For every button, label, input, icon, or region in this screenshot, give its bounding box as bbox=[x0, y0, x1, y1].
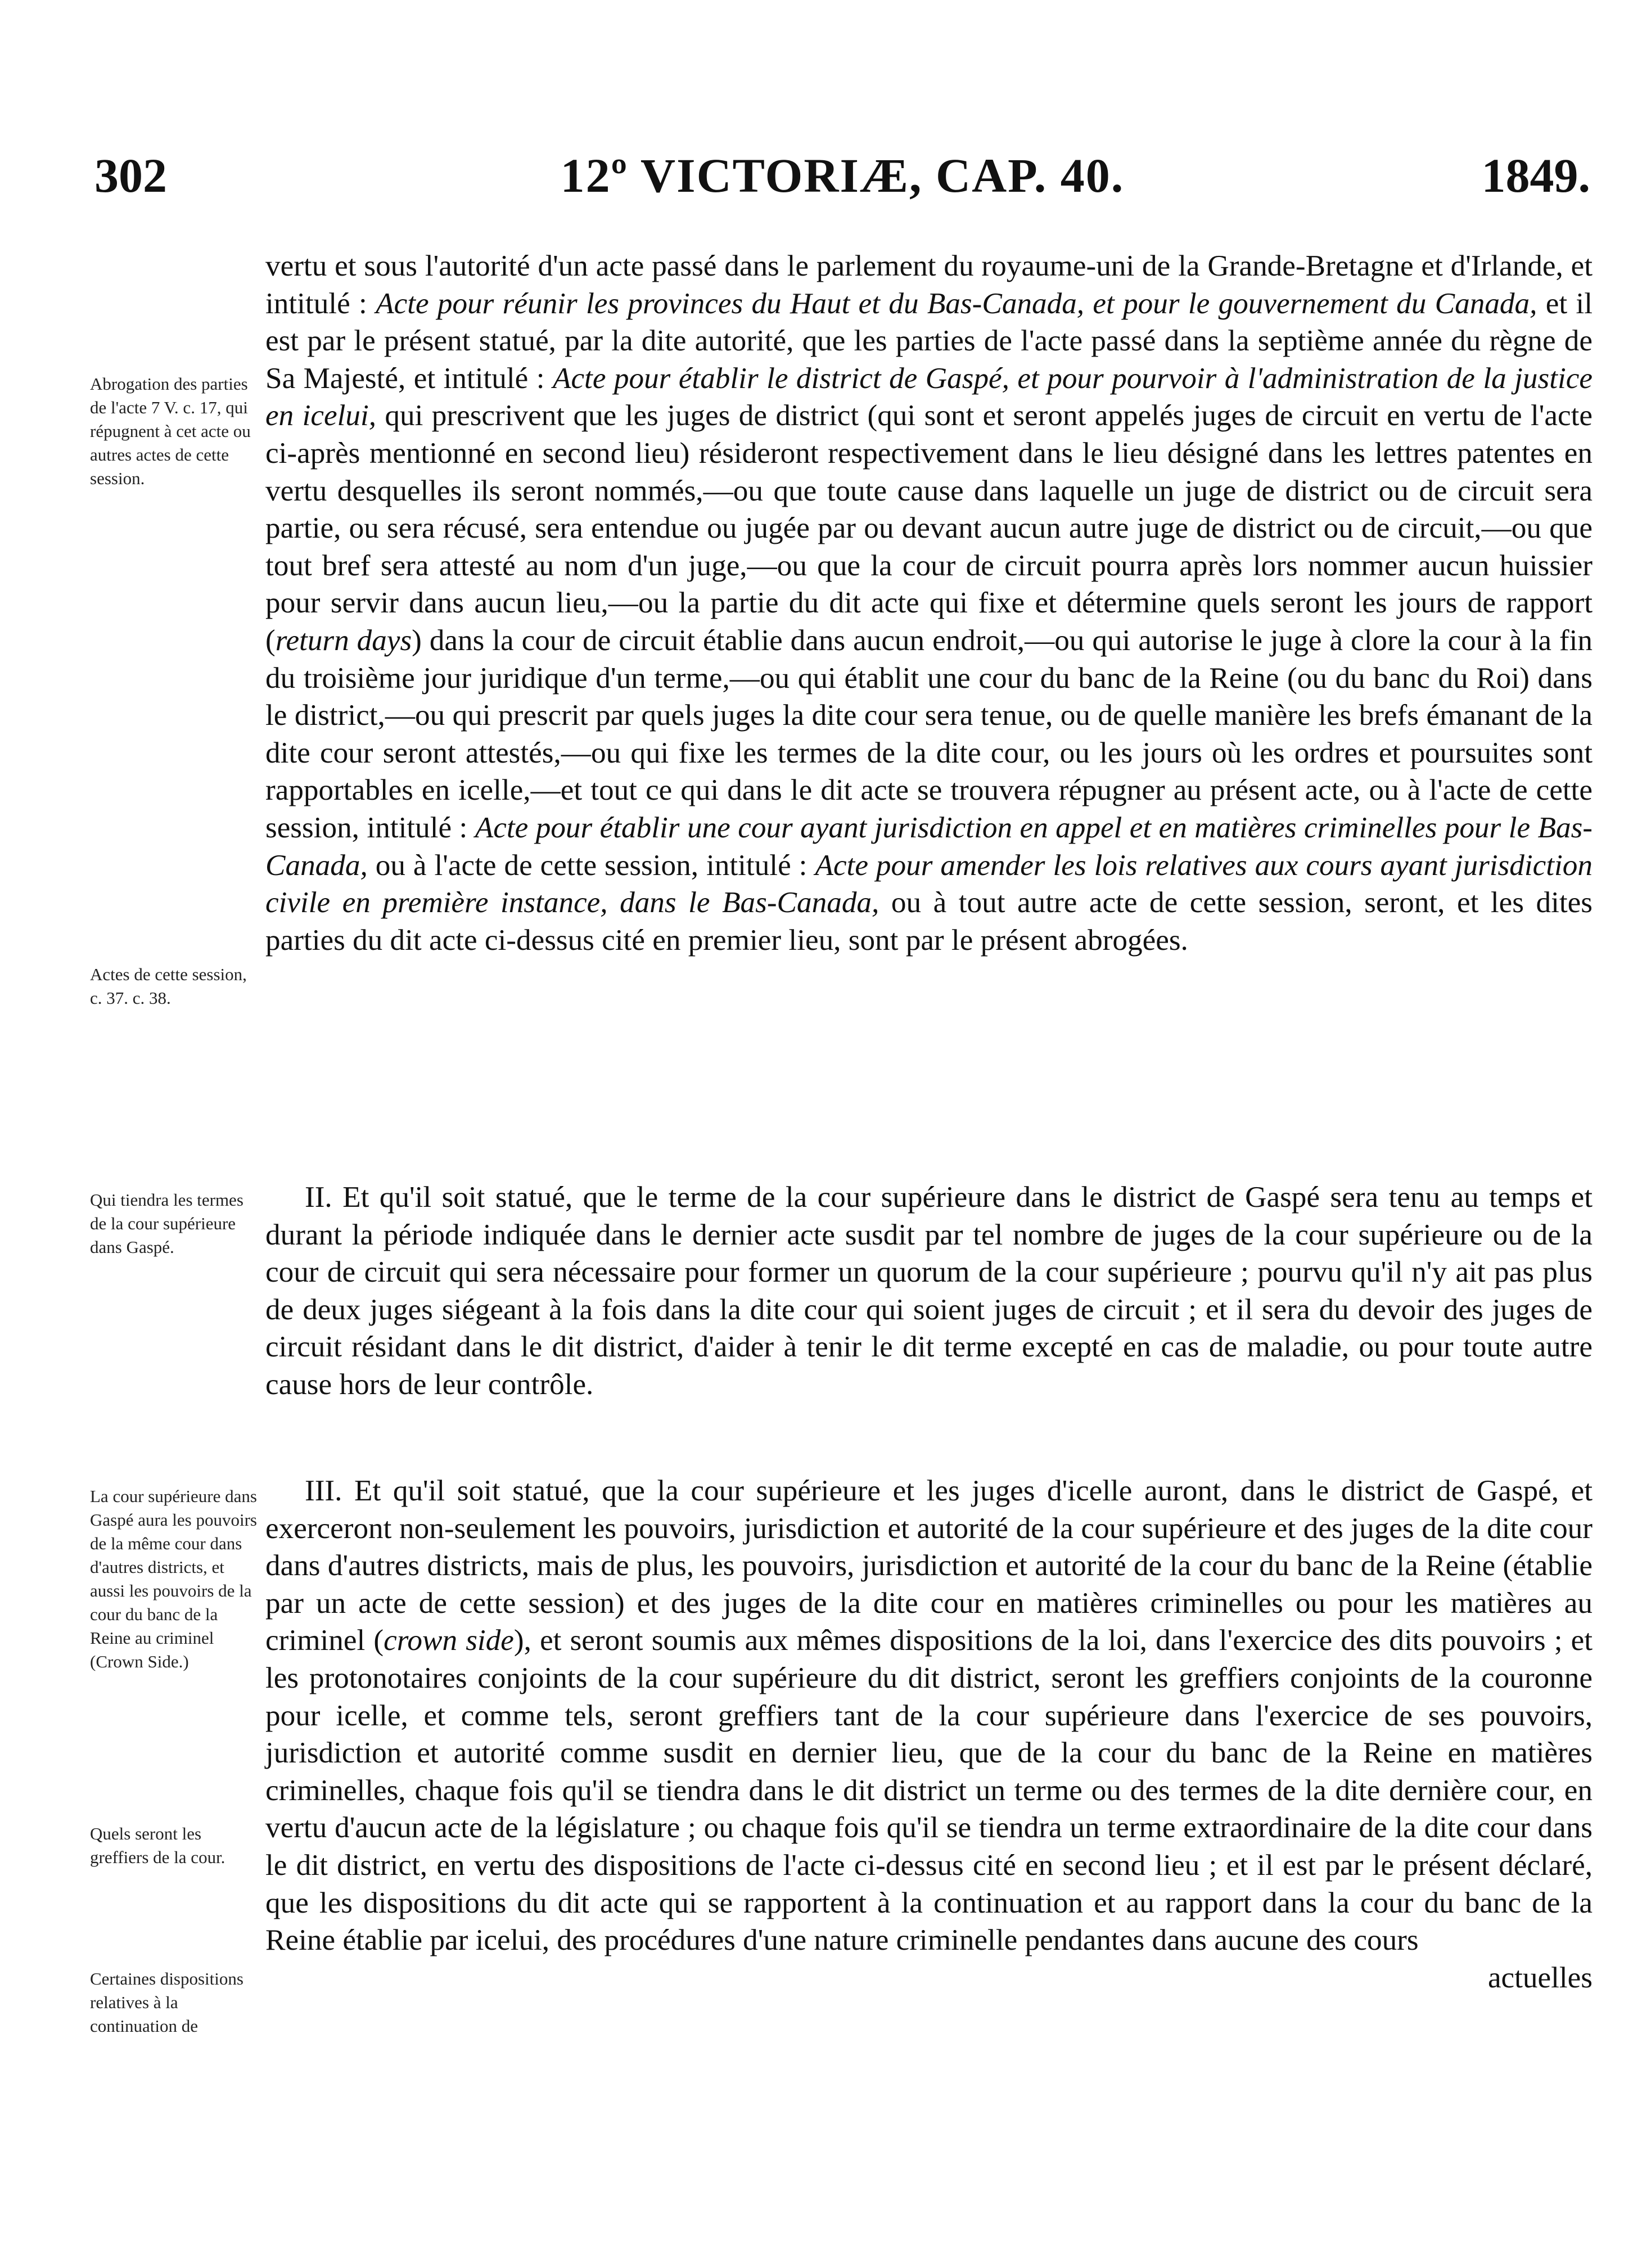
page-number: 302 bbox=[94, 148, 167, 202]
p1-text-a: vertu et sous l'autorité d'un acte passé dans le parlement du royaume-uni de la Grande-Bretagne et d'Irlande, et intitulé : bbox=[265, 249, 1593, 320]
margin-note-continuation: Certaines dispositions relatives à la continuation de bbox=[90, 1969, 243, 2036]
p1-act-title-appel: Acte pour établir une cour ayant jurisdiction en appel et en matières criminelles pour le Bas-Canada, bbox=[265, 810, 1593, 882]
p1-text-c: qui prescrivent que les juges de district (qui sont et seront appelés juges de circuit en vertu de l'acte ci-après mentionné en second lieu) résideront respectivement dans le lieu désigné dans les lettres patentes en vertu desquelles ils seront nommés,—ou que toute cause dans laquelle un juge de district ou de circuit sera partie, ou sera récusé, sera entendue ou jugée par ou devant aucun autre juge de district ou de circuit,—ou que tout bref sera attesté au nom d'un juge,—ou que la cour de circuit pourra après lors nommer aucun huissier pour servir dans aucun lieu,—ou la partie du dit acte qui fixe et détermine quels seront les jours de rapport ( bbox=[265, 399, 1593, 657]
p1-act-title-union: Acte pour réunir les provinces du Haut et du Bas-Canada, et pour le gouvernement du Canada, bbox=[376, 286, 1537, 320]
margin-note-greffiers: Quels seront les greffiers de la cour. bbox=[90, 1824, 225, 1867]
p1-return-days: return days bbox=[275, 623, 412, 657]
paragraph-1-text bbox=[265, 247, 1593, 959]
p1-act-title-civile: Acte pour amender les lois relatives aux cours ayant jurisdiction civile en première instance, dans le Bas-Canada, bbox=[265, 848, 1593, 919]
paragraph-3 bbox=[265, 1472, 1593, 1996]
paragraph-1 bbox=[265, 247, 1593, 959]
paragraph-2-text: II. Et qu'il soit statué, que le terme de la cour supérieure dans le district de Gaspé sera tenu au temps et durant la période indiquée dans le dernier acte susdit par tel nombre de juges de la cour supérieure ou de la cour de circuit qui sera nécessaire pour former un quorum de la cour supérieure ; pourvu qu'il n'y ait pas plus de deux juges siégeant à la fois dans la dite cour qui soient juges de circuit ; et il sera du devoir des juges de circuit résidant dans le dit district, d'aider à tenir le dit terme excepté en cas de maladie, ou pour toute autre cause hors de leur contrôle. bbox=[265, 1180, 1593, 1401]
paragraph-2 bbox=[265, 1179, 1593, 1404]
catchword: actuelles bbox=[1487, 1960, 1593, 1994]
margin-note-termes: Qui tiendra les termes de la cour supérieure dans Gaspé. bbox=[90, 1190, 243, 1257]
margin-note-abrogation: Abrogation des parties de l'acte 7 V. c. 17, qui répugnent à cet acte ou autres actes de cette session. bbox=[90, 374, 251, 488]
p3-crown-side: crown side bbox=[384, 1624, 514, 1657]
running-title: 12º VICTORIÆ, CAP. 40. bbox=[560, 148, 1125, 202]
p1-text-f: ou à tout autre acte de cette session, seront, et les dites parties du dit acte ci-dessus cité en premier lieu, sont par le présent abrogées. bbox=[265, 886, 1593, 957]
p1-text-d: ) dans la cour de circuit établie dans aucun endroit,—ou qui autorise le juge à clore la cour à la fin du troisième jour juridique d'un terme,—ou qui établit une cour du banc de la Reine (ou du banc du Roi) dans le district,—ou qui prescrit par quels juges la dite cour sera tenue, ou de quelle manière les brefs émanant de la dite cour seront attestés,—ou qui fixe les termes de la dite cour, ou les jours où les ordres et poursuites sont rapportables en icelle,—et tout ce qui dans le dit acte se trouvera répugner au présent acte, ou à l'acte de cette session, intitulé : bbox=[265, 623, 1593, 844]
margin-note-pouvoirs: La cour supérieure dans Gaspé aura les pouvoirs de la même cour dans d'autres districts, et aussi les pouvoirs de la cour du banc de la Reine au criminel (Crown Side.) bbox=[90, 1486, 257, 1671]
year: 1849. bbox=[1481, 148, 1590, 202]
paragraph-3-text bbox=[265, 1472, 1593, 1959]
p3-text-a: III. Et qu'il soit statué, que la cour supérieure et les juges d'icelle auront, dans le district de Gaspé, et exerceront non-seulement les pouvoirs, jurisdiction et autorité de la cour supérieure et des juges de la dite cour dans d'autres districts, mais de plus, les pouvoirs, jurisdiction et autorité de la cour du banc de la Reine (établie par un acte de cette session) et des juges de la dite cour en matières criminelles ou pour les matières au criminel ( bbox=[265, 1474, 1593, 1657]
p1-text-e: ou à l'acte de cette session, intitulé : bbox=[367, 848, 815, 882]
p1-text-b: et il est par le présent statué, par la dite autorité, que les parties de l'acte passé dans la septième année du règne de Sa Majesté, et intitulé : bbox=[265, 286, 1593, 395]
p3-text-b: ), et seront soumis aux mêmes dispositions de la loi, dans l'exercice des dits pouvoirs ; et les protonotaires conjoints de la cour supérieure du dit district, seront les greffiers conjoints de la couronne pour icelle, et comme tels, seront greffiers tant de la cour supérieure dans l'exercice de ses pouvoirs, jurisdiction et autorité comme susdit en dernier lieu, que de la cour du banc de la Reine en matières criminelles, chaque fois qu'il se tiendra dans le dit district un terme ou des termes de la dite dernière cour, en vertu d'aucun acte de la législature ; ou chaque fois qu'il se tiendra un terme extraordinaire de la dite cour dans le dit district, en vertu des dispositions de l'acte ci-dessus cité en second lieu ; et il est par le présent déclaré, que les dispositions du dit acte qui se rapportent à la continuation et au rapport dans la cour du banc de la Reine établie par icelui, des procédures d'une nature criminelle pendantes dans aucune des cours bbox=[265, 1624, 1593, 1957]
margin-note-actes: Actes de cette session, c. 37. c. 38. bbox=[90, 964, 247, 1008]
page-header bbox=[94, 147, 1590, 204]
p1-act-title-gaspe: Acte pour établir le district de Gaspé, et pour pourvoir à l'administration de la justice en icelui, bbox=[265, 361, 1593, 432]
